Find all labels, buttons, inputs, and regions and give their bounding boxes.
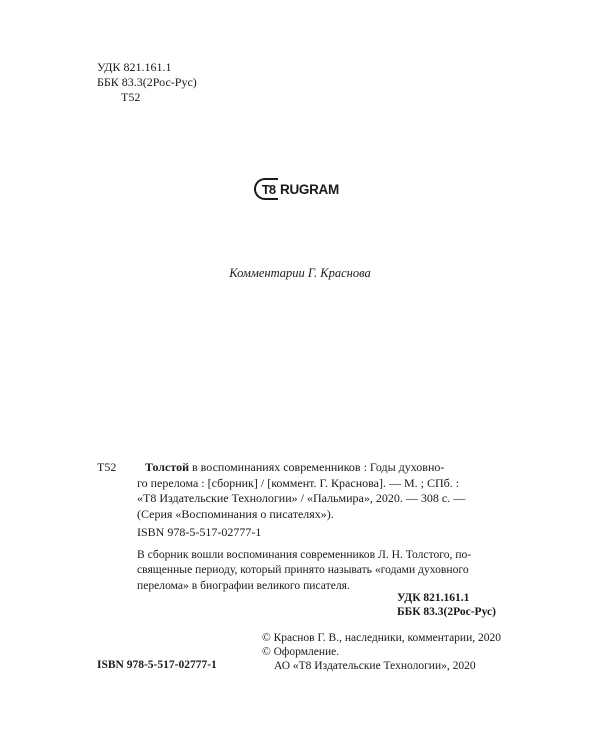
copyright-block: [262, 631, 501, 673]
bbk-code-bold: ББК 83.3(2Рос-Рус): [397, 606, 496, 618]
comments-credit: Комментарии Г. Краснова: [229, 266, 371, 280]
udk-code-bold: УДК 821.161.1: [397, 592, 470, 604]
biblio-line-4: (Серия «Воспоминания о писателях»).: [137, 506, 334, 521]
biblio-line-3: «Т8 Издательские Технологии» / «Пальмира», 2020. — 308 с. —: [137, 491, 466, 505]
copyright-line-1: © Краснов Г. В., наследники, комментарии, 2020: [262, 632, 501, 644]
bbk-code: ББК 83.3(2Рос-Рус): [97, 75, 197, 89]
biblio-author: Толстой: [145, 460, 190, 474]
publisher-logo-name: RUGRAM: [280, 181, 339, 197]
isbn-bottom: ISBN 978-5-517-02777-1: [97, 659, 217, 671]
publisher-logo: [254, 177, 364, 201]
biblio-isbn: ISBN 978-5-517-02777-1: [137, 525, 262, 539]
annotation-line-2: священные периоду, который принято называть «годами духовного: [137, 563, 469, 576]
classification-codes: [397, 591, 496, 619]
biblio-author-mark: Т52: [97, 460, 117, 474]
copyright-line-2: © Оформление.: [262, 646, 340, 658]
bibliographic-record: [97, 460, 507, 593]
publisher-logo-mark: T8: [254, 178, 278, 200]
biblio-line-2: го перелома : [сборник] / [коммент. Г. Краснова]. — М. ; СПб. :: [137, 475, 460, 490]
udk-code: УДК 821.161.1: [97, 60, 172, 74]
annotation-line-1: В сборник вошли воспоминания современников Л. Н. Толстого, по-: [137, 547, 472, 561]
top-classification-codes: [97, 60, 197, 105]
annotation: [137, 547, 507, 594]
annotation-line-3: перелома» в биографии великого писателя.: [137, 578, 350, 592]
biblio-line-1: [137, 460, 507, 476]
author-mark: Т52: [121, 90, 141, 104]
biblio-title-start: в воспоминаниях современников : Годы духовно-: [192, 460, 445, 474]
biblio-entry: [137, 460, 507, 522]
copyright-line-3: АО «Т8 Издательские Технологии», 2020: [274, 660, 476, 672]
